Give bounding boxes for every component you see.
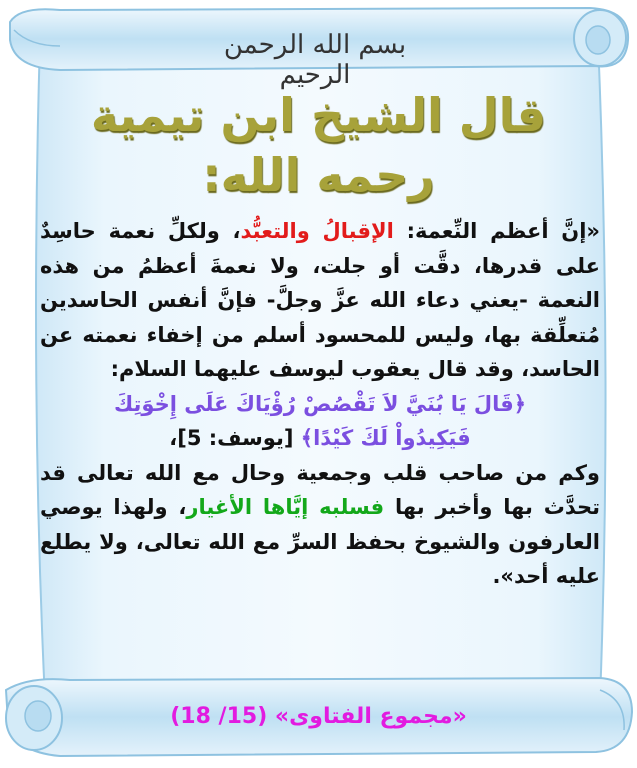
basmala-calligraphy: بسم الله الرحمن الرحيم — [223, 30, 407, 90]
quran-reference: [يوسف: 5]، — [169, 426, 301, 450]
highlight-stripped: فسلبه إيَّاها الأغيار — [186, 495, 385, 519]
title-line-2: رحمه الله: — [202, 148, 435, 202]
para2-text-b: ، ولهذا يوصي العارفون والشيوخ بحفظ السرِّ مع الله تعالى، ولا يطلع عليه أحد». — [40, 495, 600, 588]
para1-text-a: «إنَّ أعظم النِّعمة: — [393, 219, 600, 243]
highlight-devotion: الإقبالُ والتعبُّد — [240, 219, 394, 243]
quran-verse-line-1: ﴿قَالَ يَا بُنَيَّ لاَ تَقْصُصْ رُؤْيَاكَ عَلَى إِخْوَتِكَ — [113, 391, 527, 416]
para1-text-b: ، ولكلِّ نعمة حاسِدٌ على قدرها، دقَّت أو جلت، ولا نعمةَ أعظمُ من هذه النعمة -يعني دعاء الله عزَّ وجلَّ- فإنَّ أنفس الحاسدين مُتعلِّقة بها، وليس للمحسود أسلم من إخفاء نعمته عن الحاسد، وقد قال يعقوب ليوسف عليهما السلام: — [40, 219, 600, 381]
title-line-1: قال الشيخ ابن تيمية — [90, 88, 547, 142]
para2-text-a: وكم من صاحب قلب وجمعية وحال مع الله تعالى قد تحدَّث بها وأخبر بها — [40, 460, 600, 519]
quran-verse-line-2: فَيَكِيدُواْ لَكَ كَيْدًا﴾ — [300, 426, 471, 450]
source-citation: «مجموع الفتاوى» (15/ 18) — [170, 704, 467, 729]
quote-body — [40, 214, 600, 594]
